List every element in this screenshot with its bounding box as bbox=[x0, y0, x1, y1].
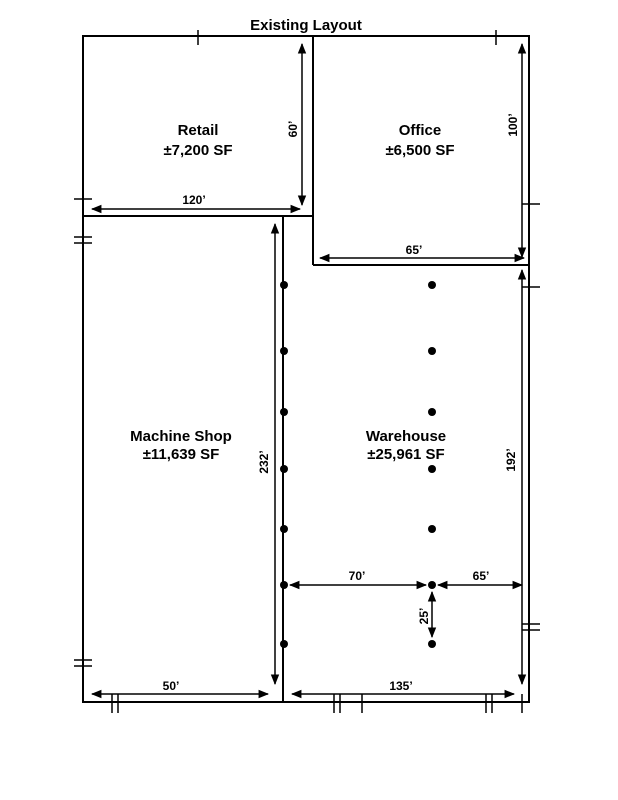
room-area-machine-shop: ±11,639 SF bbox=[142, 446, 220, 463]
dim-label-warehouse-width: 135’ bbox=[389, 679, 413, 693]
column bbox=[428, 281, 436, 289]
column bbox=[428, 408, 436, 416]
walls bbox=[83, 36, 529, 702]
room-name-machine-shop: Machine Shop bbox=[130, 428, 232, 445]
room-name-warehouse: Warehouse bbox=[365, 428, 447, 445]
column bbox=[428, 581, 436, 589]
column bbox=[280, 347, 288, 355]
dim-label-col-vertical: 25’ bbox=[417, 607, 431, 625]
dim-label-office-width: 65’ bbox=[405, 243, 423, 257]
dim-label-shop-width: 50’ bbox=[162, 679, 180, 693]
dim-label-retail-depth: 60’ bbox=[286, 120, 300, 138]
room-area-office: ±6,500 SF bbox=[385, 142, 455, 159]
dim-label-retail-width: 120’ bbox=[182, 193, 206, 207]
door-marks bbox=[74, 30, 540, 713]
column bbox=[280, 640, 288, 648]
dimension-lines bbox=[92, 44, 524, 694]
room-name-retail: Retail bbox=[177, 122, 219, 139]
room-area-retail: ±7,200 SF bbox=[163, 142, 233, 159]
column bbox=[280, 281, 288, 289]
dim-label-warehouse-depth: 192’ bbox=[504, 448, 518, 472]
column bbox=[280, 408, 288, 416]
dim-label-shop-depth: 232’ bbox=[257, 450, 271, 474]
column bbox=[428, 640, 436, 648]
plan-title: Existing Layout bbox=[250, 17, 362, 34]
columns bbox=[280, 281, 436, 648]
dim-label-col-right: 65’ bbox=[472, 569, 490, 583]
column bbox=[280, 465, 288, 473]
column bbox=[280, 581, 288, 589]
room-area-warehouse: ±25,961 SF bbox=[367, 446, 445, 463]
dim-label-col-left: 70’ bbox=[348, 569, 366, 583]
column bbox=[428, 465, 436, 473]
column bbox=[280, 525, 288, 533]
column bbox=[428, 525, 436, 533]
building-outline bbox=[83, 36, 529, 702]
dim-label-office-depth: 100’ bbox=[506, 113, 520, 137]
room-name-office: Office bbox=[398, 122, 442, 139]
column bbox=[428, 347, 436, 355]
